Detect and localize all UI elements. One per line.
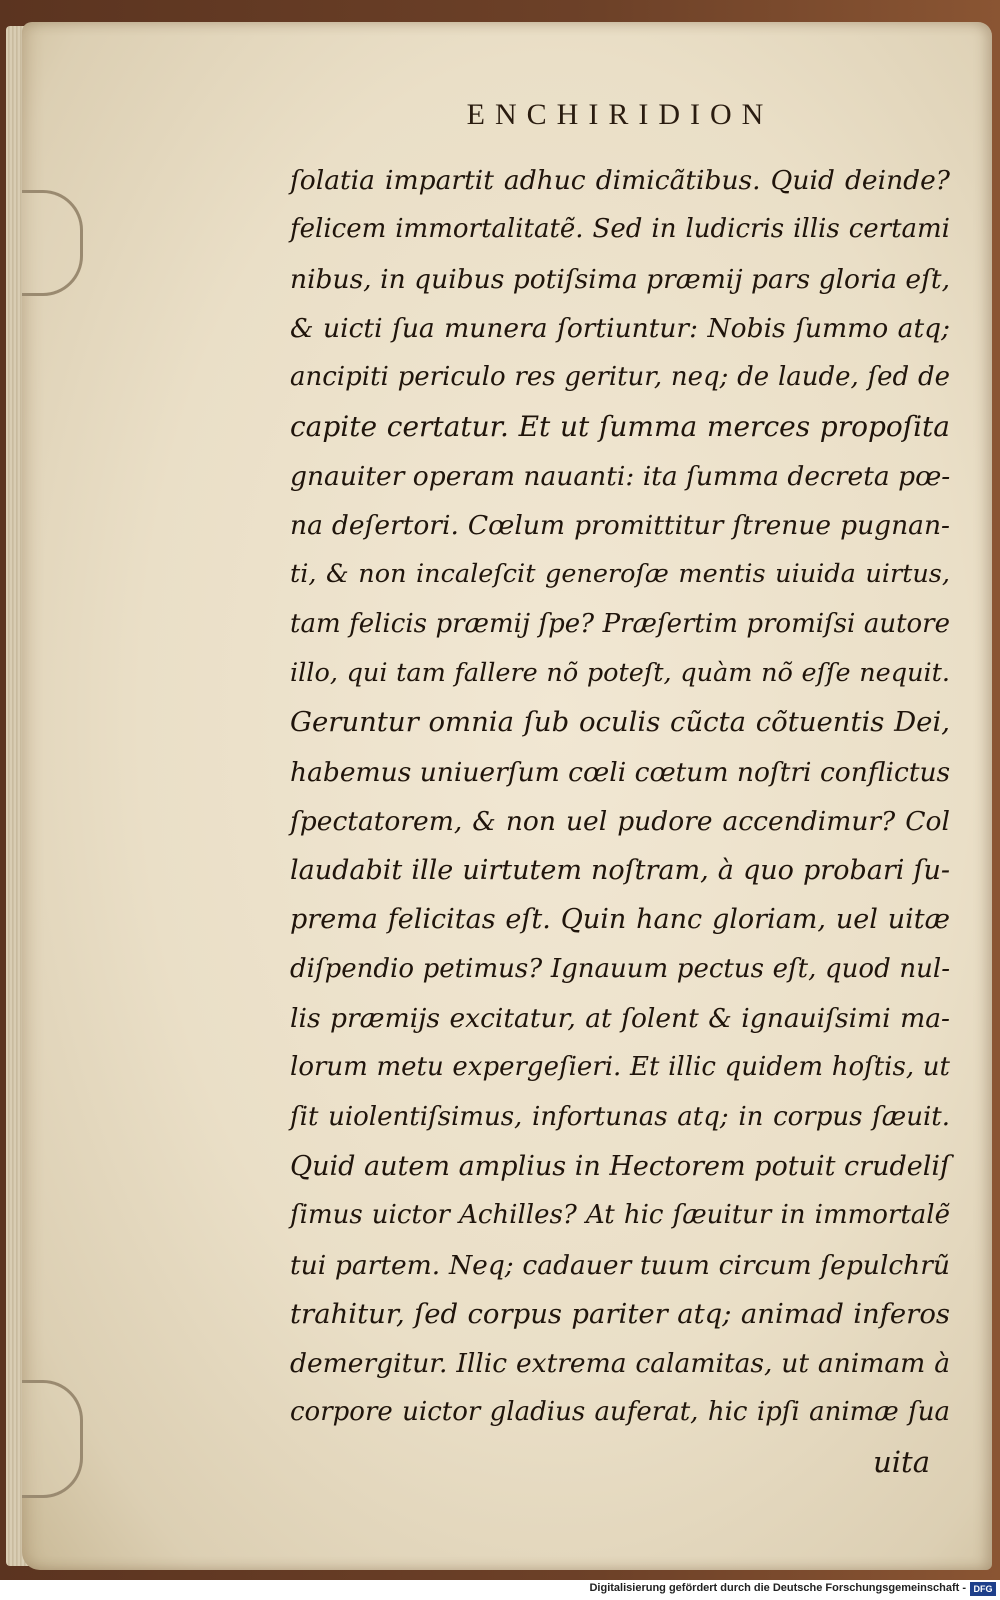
catchword: uita — [873, 1444, 930, 1479]
text-line: gnauiter operam nauanti: ita ſumma decreta pœ- — [290, 460, 951, 492]
body-text — [290, 156, 950, 1487]
text-line: lis præmijs excitatur, at ſolent & ignauiſsimi ma- — [290, 1003, 950, 1035]
text-line: na deſertori. Cœlum promittitur ſtrenue pugnan- — [290, 510, 950, 542]
text-line: corpore uictor gladius auferat, hic ipſi animæ ſua — [290, 1397, 950, 1428]
text-line: ſimus uictor Achilles? At hic ſæuitur in immortalẽ — [290, 1200, 950, 1231]
text-line: ti, & non incaleſcit generoſæ mentis uiuida uirtus, — [290, 559, 950, 590]
text-line: ſpectatorem, & non uel pudore accendimur? Col — [290, 805, 950, 837]
book-clasp-bottom — [22, 1380, 83, 1498]
text-line: ſit uiolentiſsimus, infortunas atq; in corpus ſæuit. — [290, 1101, 950, 1132]
book-clasp-top — [22, 190, 83, 296]
text-line: tui partem. Neq; cadauer tuum circum ſepulchrũ — [290, 1249, 950, 1281]
text-line: tam felicis præmij ſpe? Præſertim promiſsi autore — [290, 608, 950, 639]
text-line: Geruntur omnia ſub oculis cũcta cõtuentis Dei, — [290, 706, 950, 739]
text-line: illo, qui tam fallere nõ poteſt, quàm nõ eſſe nequit. — [290, 657, 950, 688]
text-line: & uicti ſua munera ſortiuntur: Nobis ſummo atq; — [290, 312, 950, 344]
text-line: trahitur, ſed corpus pariter atq; animad inferos — [290, 1297, 950, 1330]
text-line: ſolatia impartit adhuc dimicãtibus. Quid deinde? — [290, 165, 950, 196]
text-line: nibus, in quibus potiſsima præmij pars gloria eſt, — [290, 263, 950, 295]
text-line: felicem immortalitatẽ. Sed in ludicris illis certami — [290, 214, 950, 245]
running-head: ENCHIRIDION — [466, 98, 774, 131]
text-line: diſpendio petimus? Ignauum pectus eſt, quod nul- — [290, 953, 950, 984]
text-line: Quid autem amplius in Hectorem potuit crudeliſ — [290, 1150, 950, 1182]
digitization-credit: Digitalisierung gefördert durch die Deutsche Forschungsgemeinschaft - — [589, 1582, 966, 1594]
text-line: laudabit ille uirtutem noſtram, à quo probari ſu- — [290, 855, 950, 887]
text-line: lorum metu expergeſieri. Et illic quidem hoſtis, ut — [290, 1052, 950, 1083]
dfg-logo: DFG — [970, 1582, 996, 1596]
text-line: demergitur. Illic extrema calamitas, ut animam à — [290, 1348, 950, 1380]
text-line: habemus uniuerſum cœli cœtum noſtri conflictus — [290, 756, 951, 788]
text-line: prema felicitas eſt. Quin hanc gloriam, uel uitæ — [290, 904, 950, 936]
text-line: ancipiti periculo res geritur, neq; de laude, ſed de — [290, 362, 950, 393]
text-line: capite certatur. Et ut ſumma merces propoſita — [290, 410, 950, 444]
